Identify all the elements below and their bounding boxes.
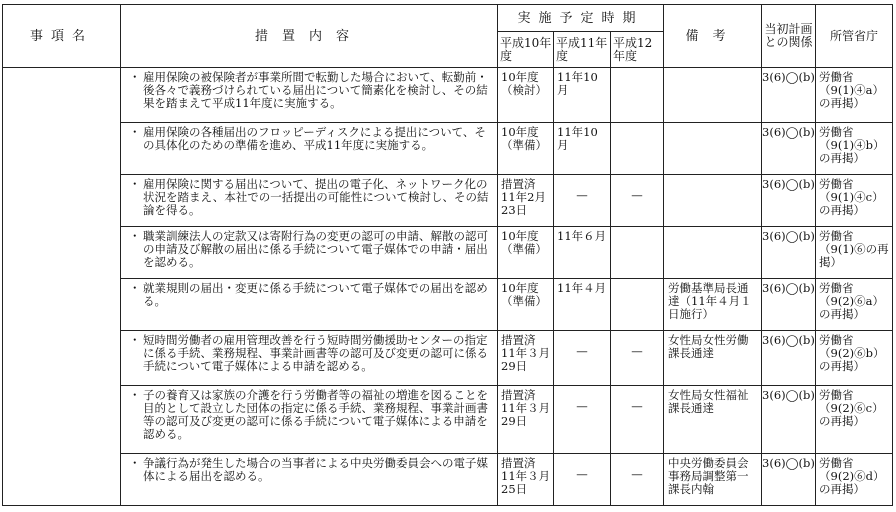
bullet: ・ bbox=[129, 70, 141, 84]
h11-cell: 11年10月 bbox=[554, 123, 611, 175]
notes-cell: 労働基準局長通達（11年４月１日施行） bbox=[664, 279, 762, 331]
measures-table bbox=[2, 4, 893, 506]
header-notes: 備考 bbox=[664, 5, 762, 68]
table-row bbox=[3, 386, 893, 454]
content-cell bbox=[121, 386, 498, 454]
ministry-cell: 労働省（9(2)⑥c）の再掲） bbox=[816, 386, 893, 454]
content-cell bbox=[121, 175, 498, 227]
h12-cell bbox=[611, 68, 664, 123]
h12-cell bbox=[611, 227, 664, 279]
notes-cell: 中央労働委員会事務局調整第一課長内翰 bbox=[664, 454, 762, 506]
h11-cell: 11年６月 bbox=[554, 227, 611, 279]
h11-cell: 11年10月 bbox=[554, 68, 611, 123]
ministry-cell: 労働省（9(2)⑥d）の再掲） bbox=[816, 454, 893, 506]
h11-cell: — bbox=[554, 454, 611, 506]
notes-cell bbox=[664, 68, 762, 123]
relation-cell: 3(6)◯(b) bbox=[762, 386, 816, 454]
bullet: ・ bbox=[129, 388, 141, 402]
h11-cell: 11年４月 bbox=[554, 279, 611, 331]
h12-cell bbox=[611, 123, 664, 175]
relation-cell: 3(6)◯(b) bbox=[762, 279, 816, 331]
h11-cell: — bbox=[554, 386, 611, 454]
header-relation: 当初計画との関係 bbox=[762, 5, 816, 68]
ministry-cell: 労働省（9(1)④c）の再掲） bbox=[816, 175, 893, 227]
content-cell bbox=[121, 123, 498, 175]
header-item: 事項名 bbox=[3, 5, 121, 68]
notes-cell bbox=[664, 227, 762, 279]
notes-cell: 女性局女性福祉課長通達 bbox=[664, 386, 762, 454]
bullet: ・ bbox=[129, 125, 141, 139]
table-row bbox=[3, 68, 893, 123]
h10-cell: 10年度（準備） bbox=[498, 227, 554, 279]
relation-cell: 3(6)◯(b) bbox=[762, 123, 816, 175]
header-year-h12: 平成12年度 bbox=[611, 32, 664, 68]
h12-cell: — bbox=[611, 175, 664, 227]
content-text: 雇用保険に関する届出について、提出の電子化、ネットワーク化の状況を踏まえ、本社での一括提出の可能性について検討し、その結論を得る。 bbox=[143, 177, 489, 217]
content-text: 雇用保険の被保険者が事業所間で転勤した場合において、転勤前・後各々で義務づけられている届出について簡素化を検討し、その結果を踏まえて平成11年度に実施する。 bbox=[143, 70, 488, 110]
table-row bbox=[3, 175, 893, 227]
content-text: 子の養育又は家族の介護を行う労働者等の福祉の増進を図ることを目的として設立した団体の指定に係る手続、業務規程、事業計画書等の認可及び変更の認可に係る手続について電子媒体による申請を認める。 bbox=[143, 388, 488, 441]
h10-cell: 10年度（検討） bbox=[498, 68, 554, 123]
h12-cell: — bbox=[611, 331, 664, 386]
bullet: ・ bbox=[129, 456, 141, 470]
ministry-cell: 労働省（9(1)④a）の再掲） bbox=[816, 68, 893, 123]
table-row bbox=[3, 123, 893, 175]
content-text: 就業規則の届出・変更に係る手続について電子媒体での届出を認める。 bbox=[143, 281, 488, 308]
header-schedule: 実施予定時期 bbox=[498, 5, 664, 32]
relation-cell: 3(6)◯(b) bbox=[762, 227, 816, 279]
header-row bbox=[3, 5, 893, 32]
relation-cell: 3(6)◯(b) bbox=[762, 454, 816, 506]
header-year-h11: 平成11年度 bbox=[554, 32, 611, 68]
item-name-cell bbox=[3, 68, 121, 506]
header-content: 措置内容 bbox=[121, 5, 498, 68]
content-cell bbox=[121, 279, 498, 331]
ministry-cell: 労働省（9(2)⑥b）の再掲） bbox=[816, 331, 893, 386]
h10-cell: 措置済 11年３月25日 bbox=[498, 454, 554, 506]
h10-cell: 10年度（準備） bbox=[498, 123, 554, 175]
content-cell bbox=[121, 331, 498, 386]
table-row bbox=[3, 331, 893, 386]
table-row bbox=[3, 454, 893, 506]
relation-cell: 3(6)◯(b) bbox=[762, 331, 816, 386]
ministry-cell: 労働省（9(1)⑥の再掲） bbox=[816, 227, 893, 279]
h10-cell: 10年度（準備） bbox=[498, 279, 554, 331]
bullet: ・ bbox=[129, 281, 141, 295]
table-row bbox=[3, 227, 893, 279]
content-cell bbox=[121, 227, 498, 279]
header-year-h10: 平成10年度 bbox=[498, 32, 554, 68]
relation-cell: 3(6)◯(b) bbox=[762, 68, 816, 123]
h12-cell: — bbox=[611, 454, 664, 506]
h10-cell: 措置済 11年2月23日 bbox=[498, 175, 554, 227]
bullet: ・ bbox=[129, 177, 141, 191]
ministry-cell: 労働省（9(2)⑥a）の再掲） bbox=[816, 279, 893, 331]
bullet: ・ bbox=[129, 229, 141, 243]
bullet: ・ bbox=[129, 333, 141, 347]
h11-cell: — bbox=[554, 331, 611, 386]
h10-cell: 措置済 11年３月29日 bbox=[498, 386, 554, 454]
h11-cell: — bbox=[554, 175, 611, 227]
content-text: 雇用保険の各種届出のフロッピーディスクによる提出について、その具体化のための準備を進め、平成11年度に実施する。 bbox=[143, 125, 486, 152]
notes-cell bbox=[664, 123, 762, 175]
notes-cell: 女性局女性労働課長通達 bbox=[664, 331, 762, 386]
header-ministry: 所管省庁 bbox=[816, 5, 893, 68]
content-text: 争議行為が発生した場合の当事者による中央労働委員会への電子媒体による届出を認める。 bbox=[143, 456, 488, 483]
notes-cell bbox=[664, 175, 762, 227]
ministry-cell: 労働省（9(1)④b）の再掲） bbox=[816, 123, 893, 175]
h10-cell: 措置済 11年３月29日 bbox=[498, 331, 554, 386]
relation-cell: 3(6)◯(b) bbox=[762, 175, 816, 227]
h12-cell: — bbox=[611, 386, 664, 454]
content-text: 職業訓練法人の定款又は寄附行為の変更の認可の申請、解散の認可の申請及び解散の届出に係る手続について電子媒体での申請・届出を認める。 bbox=[143, 229, 488, 269]
table-row bbox=[3, 279, 893, 331]
h12-cell bbox=[611, 279, 664, 331]
content-text: 短時間労働者の雇用管理改善を行う短時間労働援助センターの指定に係る手続、業務規程、事業計画書等の認可及び変更の認可に係る手続について電子媒体による申請を認める。 bbox=[143, 333, 488, 373]
content-cell bbox=[121, 454, 498, 506]
content-cell bbox=[121, 68, 498, 123]
